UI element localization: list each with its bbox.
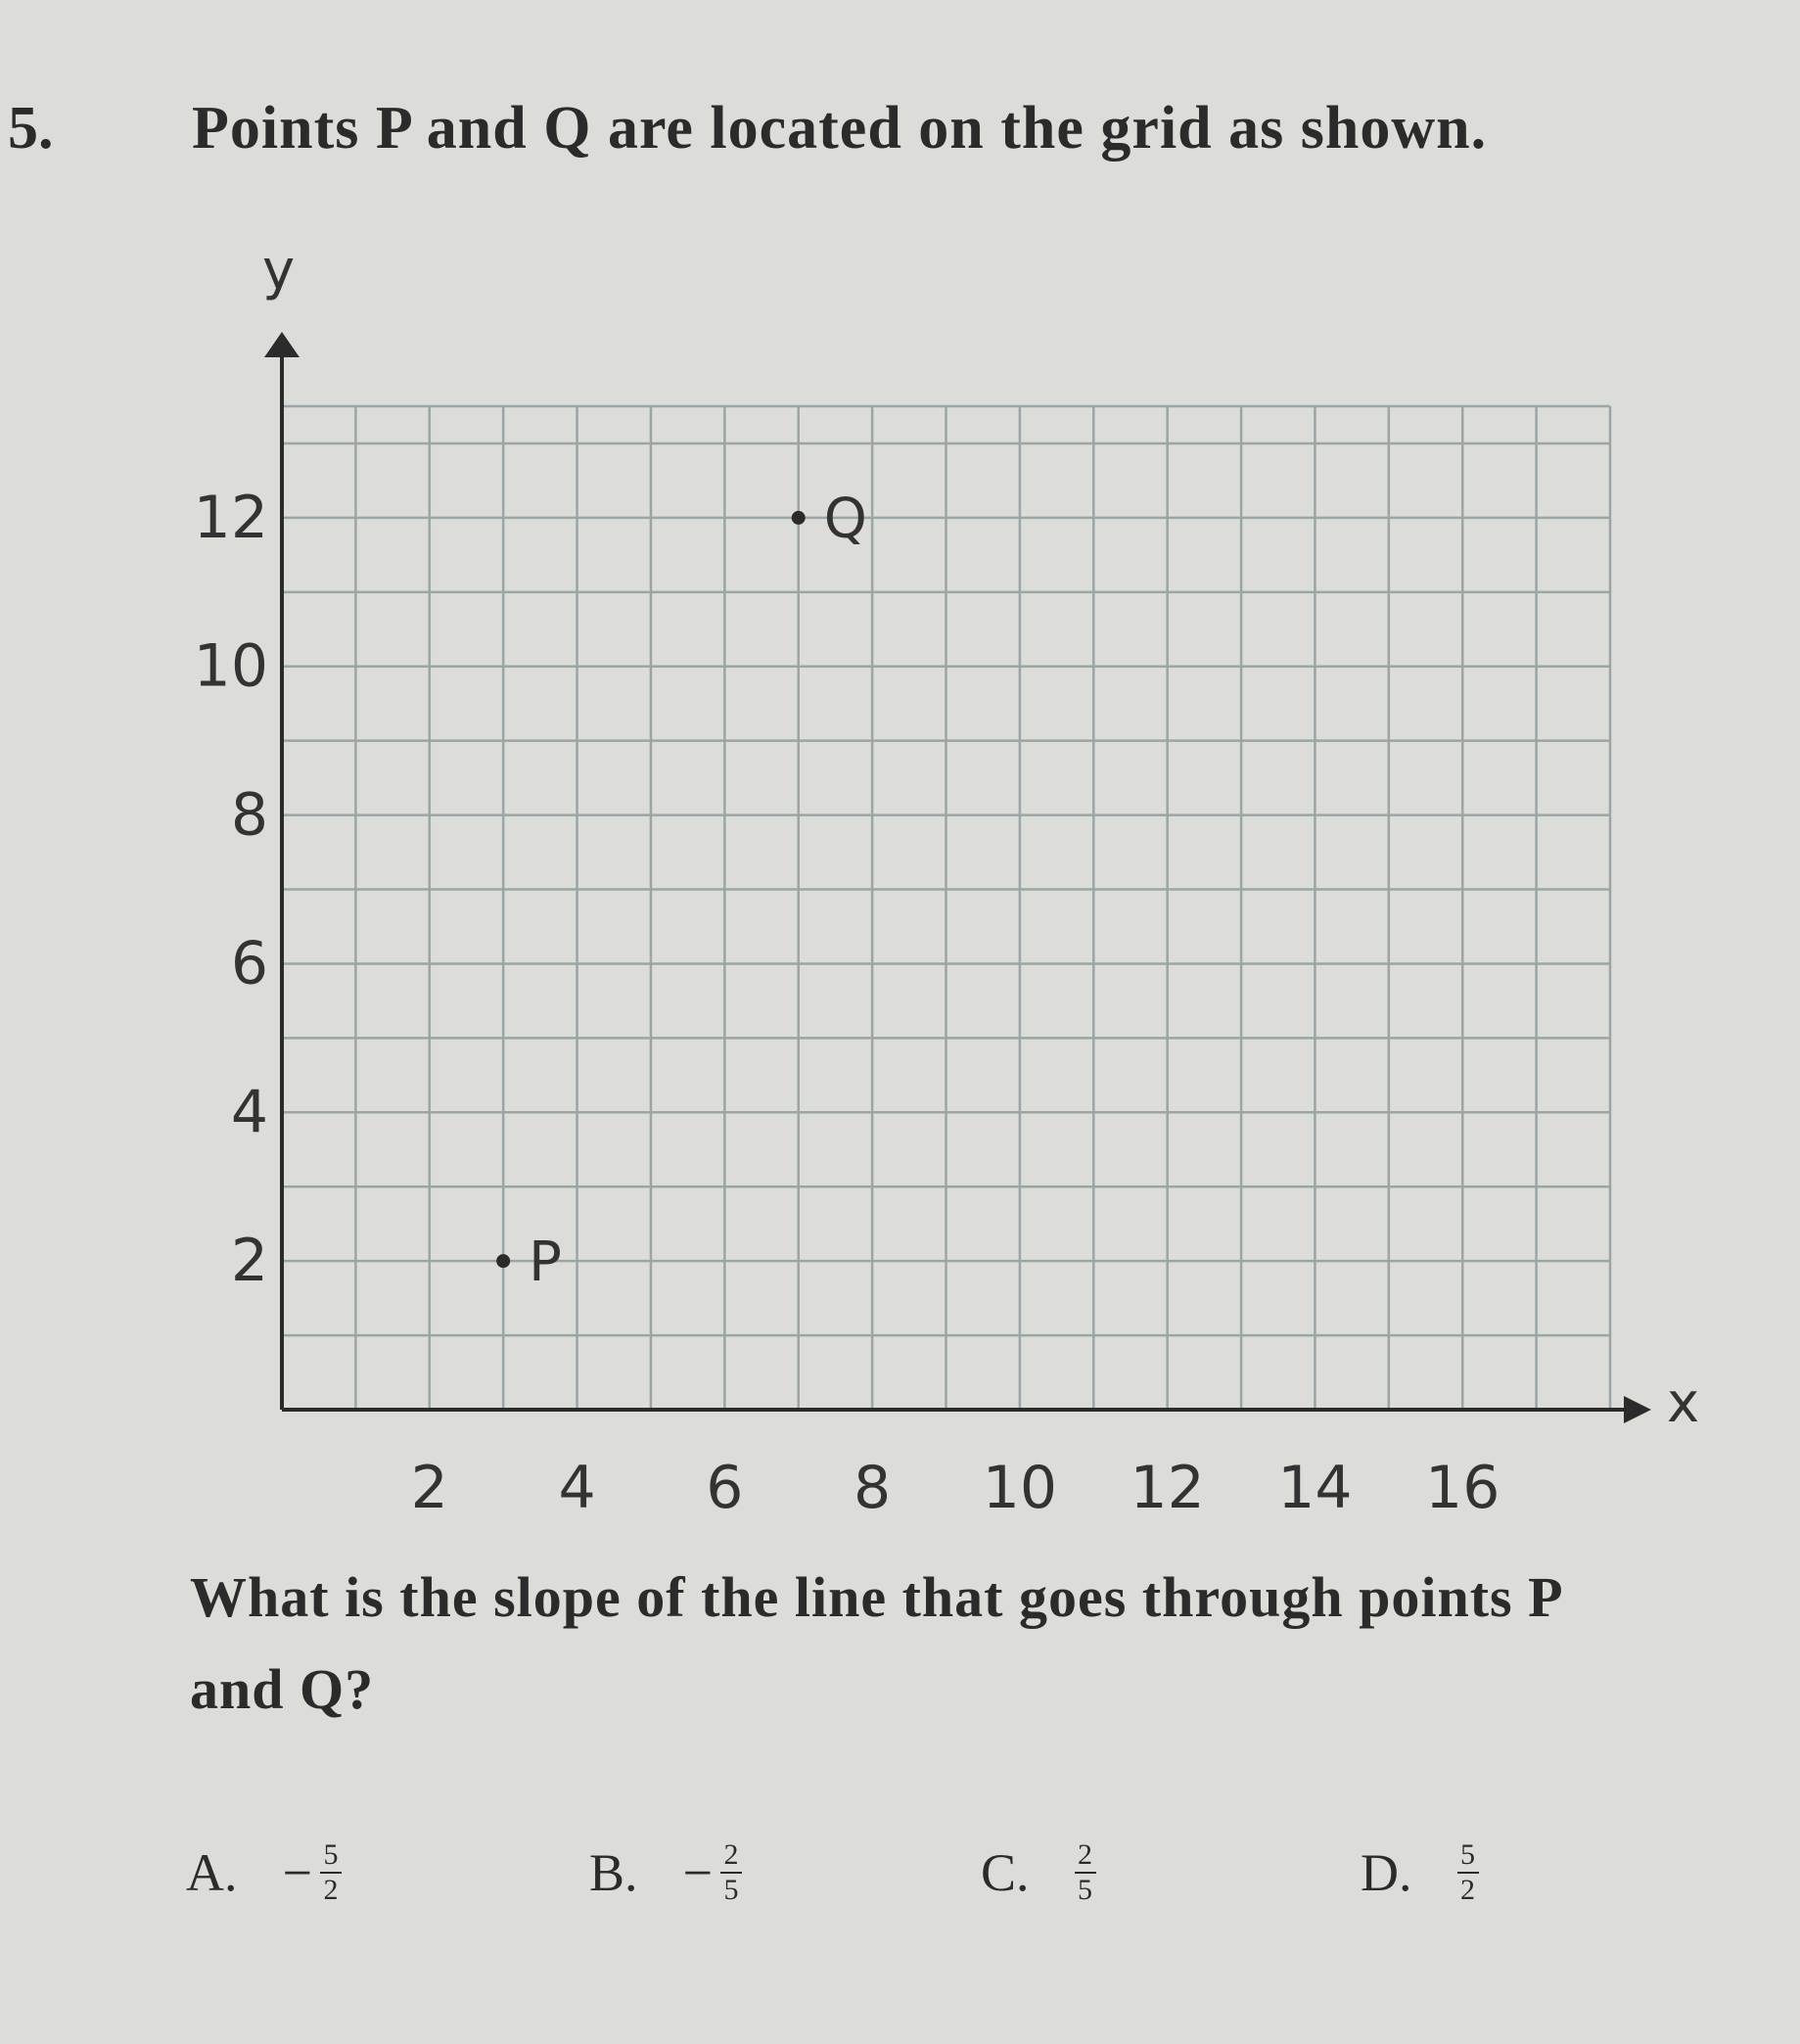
- answer-choice[interactable]: [589, 1840, 742, 1905]
- y-axis-arrow: [264, 332, 300, 357]
- y-tick-label: 10: [193, 631, 268, 701]
- answer-choice[interactable]: [1361, 1840, 1479, 1905]
- fraction-denominator: 2: [1460, 1874, 1475, 1906]
- x-axis-label: x: [1667, 1371, 1700, 1435]
- point-label-q: Q: [823, 487, 867, 551]
- answer-choices: [0, 1840, 1800, 1958]
- point-q: [792, 511, 806, 525]
- axes: [264, 332, 1651, 1423]
- x-tick-label: 2: [410, 1454, 448, 1522]
- choice-letter: D.: [1361, 1843, 1412, 1902]
- x-axis-arrow: [1624, 1396, 1651, 1423]
- x-tick-label: 8: [854, 1454, 892, 1522]
- y-tick-label: 6: [230, 929, 268, 999]
- choice-letter: B.: [589, 1843, 638, 1902]
- point-p: [496, 1254, 510, 1268]
- grid-lines: [282, 406, 1610, 1410]
- x-tick-label: 12: [1130, 1454, 1205, 1522]
- question-prompt: What is the slope of the line that goes through points P and Q?: [190, 1565, 1561, 1721]
- choice-fraction: [320, 1840, 342, 1905]
- choice-letter: A.: [186, 1843, 238, 1902]
- answer-choice[interactable]: [186, 1840, 342, 1905]
- minus-sign: −: [682, 1843, 713, 1902]
- fraction-denominator: 5: [1078, 1874, 1093, 1906]
- x-tick-label: 14: [1277, 1454, 1353, 1522]
- y-tick-label: 12: [193, 483, 268, 552]
- x-tick-label: 16: [1425, 1454, 1500, 1522]
- point-label-p: P: [529, 1231, 562, 1295]
- x-tick-label: 4: [558, 1454, 596, 1522]
- y-tick-labels: [194, 484, 268, 1295]
- question-number: 5.: [8, 95, 54, 162]
- y-tick-label: 2: [230, 1227, 268, 1296]
- y-axis-label: y: [262, 239, 296, 302]
- x-tick-label: 6: [706, 1454, 744, 1522]
- choice-fraction: [1457, 1840, 1479, 1905]
- data-points: [496, 488, 867, 1294]
- choice-fraction: [1075, 1840, 1096, 1905]
- minus-sign: −: [282, 1843, 312, 1902]
- y-tick-label: 4: [230, 1078, 268, 1147]
- answer-choice[interactable]: [981, 1840, 1096, 1905]
- choice-fraction: [720, 1840, 742, 1905]
- fraction-numerator: 5: [323, 1838, 339, 1871]
- choice-letter: C.: [981, 1843, 1030, 1902]
- question-stem: Points P and Q are located on the grid as shown.: [192, 95, 1488, 162]
- fraction-denominator: 5: [723, 1874, 739, 1906]
- x-tick-labels: [411, 1454, 1500, 1522]
- y-tick-label: 8: [230, 780, 268, 850]
- fraction-numerator: 5: [1460, 1838, 1475, 1871]
- fraction-numerator: 2: [1078, 1838, 1093, 1871]
- fraction-numerator: 2: [723, 1838, 739, 1871]
- fraction-denominator: 2: [323, 1874, 339, 1906]
- x-tick-label: 10: [982, 1454, 1058, 1522]
